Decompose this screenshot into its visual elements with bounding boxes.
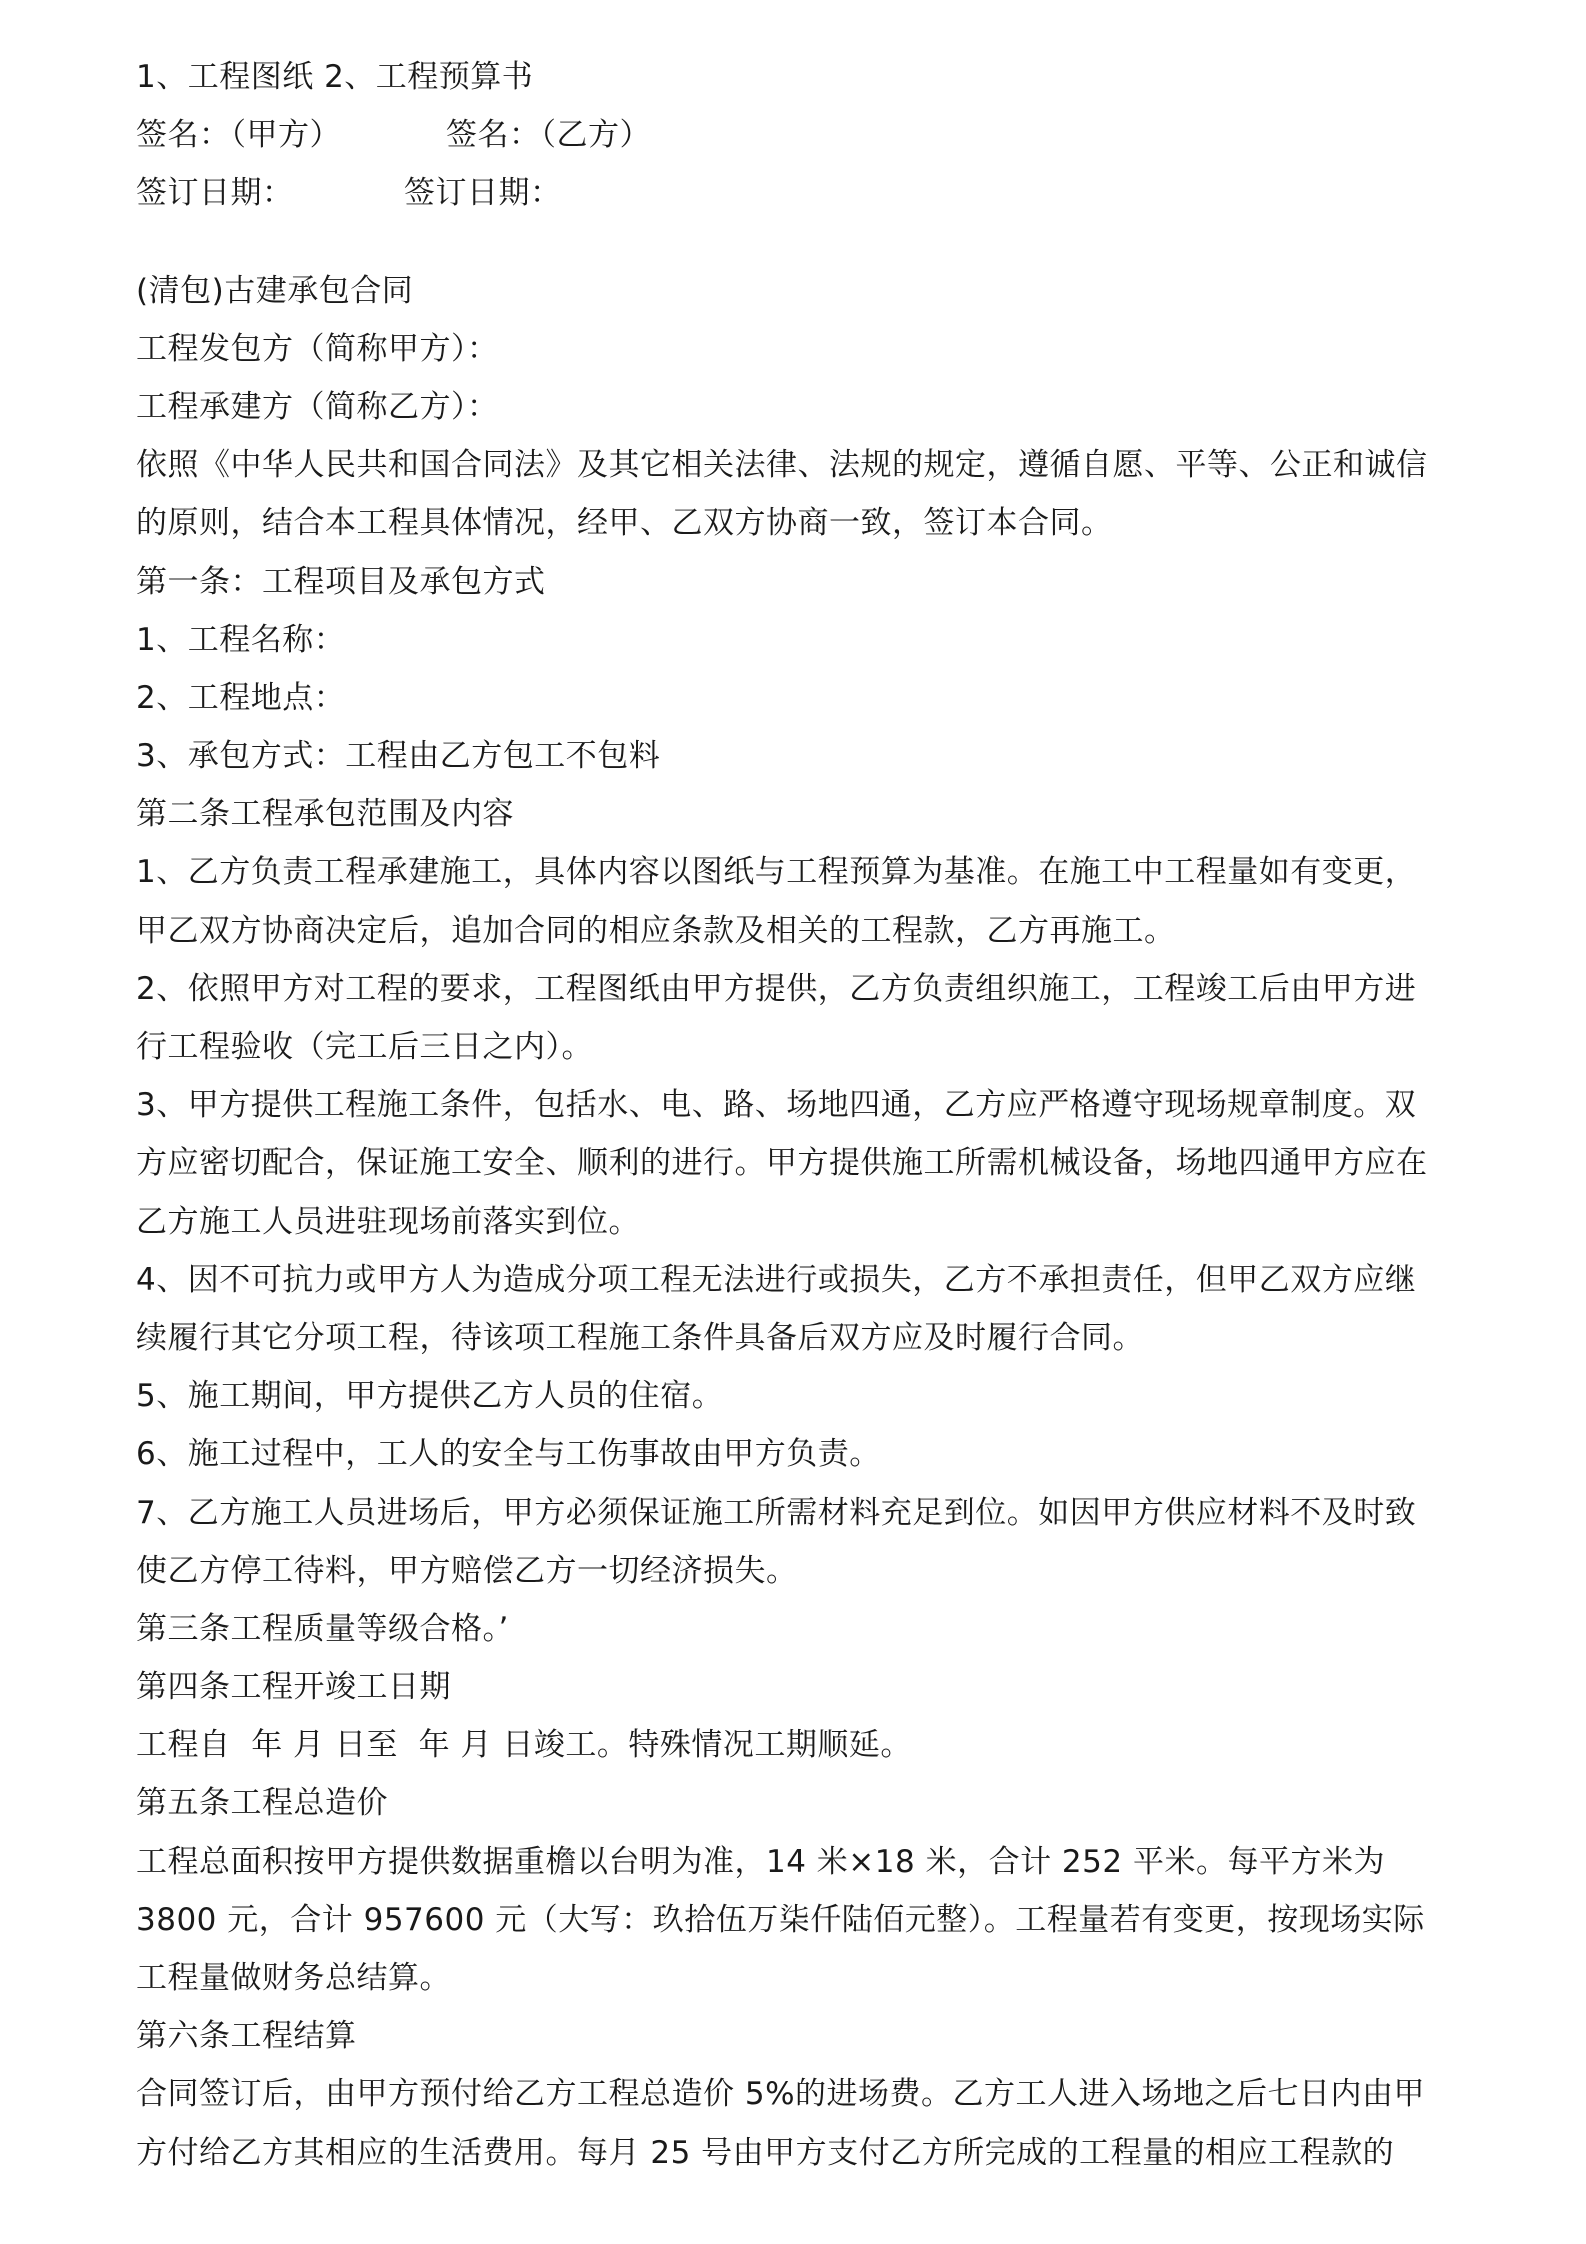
article-4-text: 工程自 年 月 日至 年 月 日竣工。特殊情况工期顺延。 [136, 1727, 912, 1764]
article-4-heading: 第四条工程开竣工日期 [136, 1669, 451, 1706]
article-6-line: 合同签订后，由甲方预付给乙方工程总造价 5%的进场费。乙方工人进入场地之后七日内由甲 [136, 2076, 1426, 2113]
article-2-line: 续履行其它分项工程，待该项工程施工条件具备后双方应及时履行合同。 [136, 1319, 1144, 1356]
signing-date-row [136, 164, 1466, 222]
article-2-line: 3、甲方提供工程施工条件，包括水、电、路、场地四通，乙方应严格遵守现场规章制度。双 [136, 1087, 1417, 1124]
article-3-heading: 第三条工程质量等级合格。’ [136, 1610, 509, 1647]
article-2-line: 1、乙方负责工程承建施工，具体内容以图纸与工程预算为基准。在施工中工程量如有变更， [136, 854, 1417, 891]
article-2-line: 方应密切配合，保证施工安全、顺利的进行。甲方提供施工所需机械设备，场地四通甲方应在 [136, 1145, 1428, 1182]
section-gap [136, 223, 1466, 262]
party-a-date: 签订日期： [136, 175, 294, 212]
contract-title: (清包)古建承包合同 [136, 272, 414, 309]
article-2-line: 行工程验收（完工后三日之内）。 [136, 1029, 593, 1065]
party-b-date: 签订日期： [404, 175, 562, 212]
issuer-line: 工程发包方（简称甲方）： [136, 330, 499, 367]
article-1-item: 3、承包方式：工程由乙方包工不包料 [136, 738, 661, 775]
signature-row [136, 106, 1466, 164]
attachments-line: 1、工程图纸 2、工程预算书 [136, 59, 534, 95]
article-5-heading: 第五条工程总造价 [136, 1785, 388, 1822]
article-2-line: 4、因不可抗力或甲方人为造成分项工程无法进行或损失，乙方不承担责任，但甲乙双方应继 [136, 1261, 1417, 1298]
article-2-line: 甲乙双方协商决定后，追加合同的相应条款及相关的工程款，乙方再施工。 [136, 912, 1176, 949]
party-b-signature: 签名：（乙方） [446, 117, 651, 154]
article-1-heading: 第一条：工程项目及承包方式 [136, 563, 546, 600]
preamble-line: 依照《中华人民共和国合同法》及其它相关法律、法规的规定，遵循自愿、平等、公正和诚信 [136, 447, 1428, 484]
article-1-item: 1、工程名称： [136, 621, 346, 658]
article-2-line: 2、依照甲方对工程的要求，工程图纸由甲方提供，乙方负责组织施工，工程竣工后由甲方进 [136, 970, 1417, 1007]
article-6-heading: 第六条工程结算 [136, 2018, 357, 2055]
article-2-line: 使乙方停工待料，甲方赔偿乙方一切经济损失。 [136, 1552, 798, 1589]
article-6-line: 方付给乙方其相应的生活费用。每月 25 号由甲方支付乙方所完成的工程量的相应工程款的 [136, 2134, 1395, 2171]
article-5-line: 3800 元，合计 957600 元（大写：玖拾伍万柒仟陆佰元整）。工程量若有变更，按现场实际 [136, 1901, 1425, 1938]
article-1-item: 2、工程地点： [136, 679, 346, 716]
party-a-signature: 签名：（甲方） [136, 117, 341, 154]
article-2-line: 6、施工过程中，工人的安全与工伤事故由甲方负责。 [136, 1436, 881, 1473]
contract-page [136, 48, 1466, 2182]
article-5-line: 工程量做财务总结算。 [136, 1960, 451, 1996]
article-2-line: 乙方施工人员进驻现场前落实到位。 [136, 1203, 640, 1240]
article-2-line: 5、施工期间，甲方提供乙方人员的住宿。 [136, 1378, 724, 1415]
contractor-line: 工程承建方（简称乙方）： [136, 388, 499, 425]
preamble-line: 的原则，结合本工程具体情况，经甲、乙双方协商一致，签订本合同。 [136, 505, 1113, 542]
article-2-line: 7、乙方施工人员进场后，甲方必须保证施工所需材料充足到位。如因甲方供应材料不及时致 [136, 1494, 1417, 1531]
article-2-heading: 第二条工程承包范围及内容 [136, 796, 514, 833]
article-5-line: 工程总面积按甲方提供数据重檐以台明为准，14 米×18 米，合计 252 平米。每平方米为 [136, 1843, 1385, 1880]
